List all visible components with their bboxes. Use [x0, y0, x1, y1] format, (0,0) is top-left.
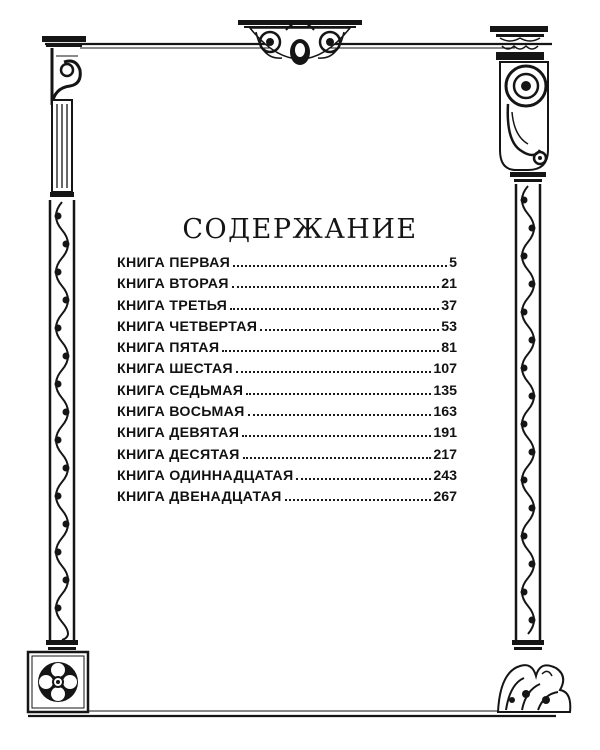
toc-entry[interactable] — [117, 447, 457, 468]
toc-entry-label: КНИГА ЧЕТВЕРТАЯ — [117, 318, 258, 335]
toc-page-number: 243 — [433, 467, 457, 484]
bottom-rule — [28, 711, 556, 716]
toc-leader-dots — [243, 457, 432, 459]
toc-leader-dots — [222, 350, 439, 352]
left-capital-ornament — [42, 36, 86, 105]
volute-scroll-icon — [500, 62, 548, 182]
toc-entry-label: КНИГА ШЕСТАЯ — [117, 361, 233, 378]
toc-leader-dots — [242, 435, 431, 437]
toc-page-number: 37 — [441, 297, 457, 314]
toc-entry-label: КНИГА ДЕВЯТАЯ — [117, 425, 240, 442]
toc-entry-label: КНИГА ОДИННАДЦАТАЯ — [117, 467, 294, 484]
toc-page-number: 53 — [441, 318, 457, 335]
toc-page-number: 217 — [433, 446, 457, 463]
toc-entry[interactable] — [117, 489, 457, 510]
toc-entry[interactable] — [117, 361, 457, 382]
toc-entry[interactable] — [117, 255, 457, 276]
toc-entry-label: КНИГА СЕДЬМАЯ — [117, 382, 244, 399]
toc-entry-label: КНИГА ТРЕТЬЯ — [117, 297, 228, 314]
toc-page-number: 21 — [441, 276, 457, 293]
toc-entry[interactable] — [117, 383, 457, 404]
toc-leader-dots — [260, 329, 439, 331]
toc-entry[interactable] — [117, 319, 457, 340]
toc-entry-label: КНИГА ПЕРВАЯ — [117, 255, 231, 271]
left-column-shaft — [50, 100, 74, 197]
toc-entry-label: КНИГА ВОСЬМАЯ — [117, 404, 245, 421]
table-of-contents — [117, 255, 457, 511]
acanthus-leaf-icon — [498, 665, 570, 712]
toc-leader-dots — [236, 371, 431, 373]
toc-leader-dots — [248, 414, 432, 416]
toc-entry[interactable] — [117, 276, 457, 297]
toc-page-number: 5 — [449, 255, 457, 271]
toc-leader-dots — [233, 265, 447, 267]
toc-leader-dots — [232, 286, 439, 288]
left-column-base — [46, 640, 78, 650]
toc-entry[interactable] — [117, 298, 457, 319]
toc-leader-dots — [285, 499, 432, 501]
toc-entry-label: КНИГА ДЕСЯТАЯ — [117, 446, 240, 463]
right-vine-pilaster — [512, 184, 544, 650]
toc-entry-label: КНИГА ВТОРАЯ — [117, 276, 229, 293]
toc-leader-dots — [246, 393, 431, 395]
toc-entry[interactable] — [117, 425, 457, 446]
toc-page-number: 81 — [441, 340, 457, 357]
toc-page-number: 107 — [433, 361, 457, 378]
toc-leader-dots — [230, 308, 439, 310]
toc-page-number: 191 — [433, 425, 457, 442]
toc-page-number: 267 — [433, 489, 457, 506]
toc-entry[interactable] — [117, 404, 457, 425]
page-title: СОДЕРЖАНИЕ — [182, 214, 418, 245]
toc-entry-label: КНИГА ПЯТАЯ — [117, 340, 220, 357]
toc-leader-dots — [296, 478, 431, 480]
toc-page-number: 163 — [433, 404, 457, 421]
toc-entry[interactable] — [117, 468, 457, 489]
toc-page-number: 135 — [433, 382, 457, 399]
toc-entry[interactable] — [117, 340, 457, 361]
crest-ornament-icon — [238, 20, 362, 65]
toc-entry-label: КНИГА ДВЕНАДЦАТАЯ — [117, 489, 282, 506]
left-vine-pilaster — [50, 200, 74, 640]
rosette-icon — [28, 652, 88, 712]
